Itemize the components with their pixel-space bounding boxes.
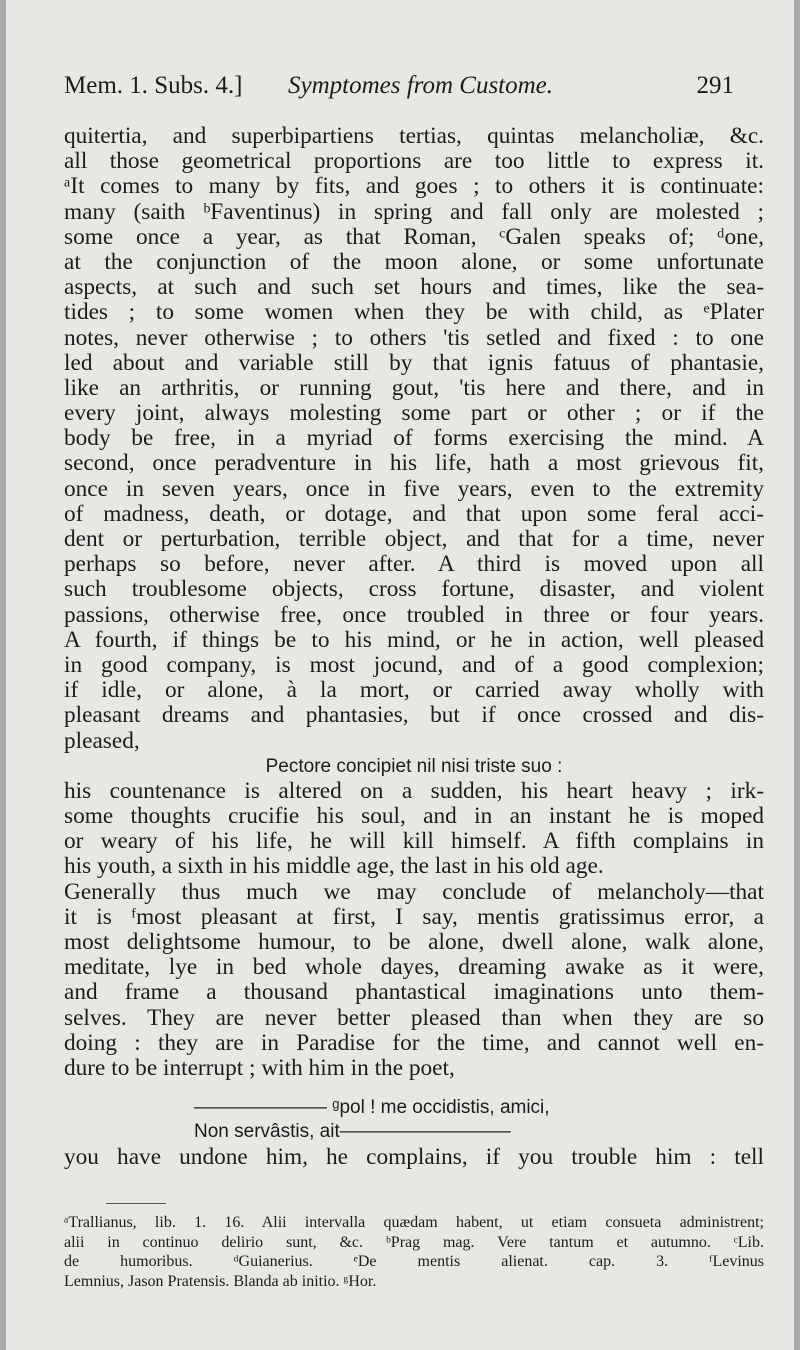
text-line: it is ᶠmost pleasant at first, I say, mentis gratissimus error, a <box>64 903 764 930</box>
footnote-divider <box>106 1203 166 1204</box>
text-line: A fourth, if things be to his mind, or he in action, well pleased <box>64 626 764 653</box>
text-line: you have undone him, he complains, if you trouble him : tell <box>64 1144 764 1171</box>
page-number: 291 <box>696 72 734 99</box>
text-line: in good company, is most jocund, and of a good complexion; <box>64 651 764 678</box>
text-line: body be free, in a myriad of forms exercising the mind. A <box>64 425 764 452</box>
text-line: of madness, death, or dotage, and that upon some feral acci- <box>64 500 764 527</box>
text-line: some once a year, as that Roman, ᶜGalen speaks of; ᵈone, <box>64 223 764 250</box>
page-title: Symptomes from Custome. <box>288 72 554 99</box>
verse-quotation <box>64 1081 764 1145</box>
text-line: his youth, a sixth in his middle age, the last in his old age. <box>64 853 604 880</box>
text-line: such troublesome objects, cross fortune, disaster, and violent <box>64 576 764 603</box>
text-line: and frame a thousand phantastical imaginations unto them- <box>64 979 764 1006</box>
book-page <box>6 0 794 1350</box>
text-line: led about and variable still by that ignis fatuus of phantasie, <box>64 349 764 376</box>
text-line: tides ; to some women when they be with child, as ᵉPlater <box>64 299 764 326</box>
text-line: every joint, always molesting some part or other ; or if the <box>64 400 764 427</box>
text-line: meditate, lye in bed whole dayes, dreaming awake as it were, <box>64 954 764 981</box>
verse-line: ——————— ᵍpol ! me occidistis, amici, <box>194 1097 550 1119</box>
text-line: dure to be interrupt ; with him in the poet, <box>64 1054 455 1081</box>
text-line: selves. They are never better pleased than when they are so <box>64 1004 764 1031</box>
text-line: some thoughts crucifie his soul, and in an instant he is moped <box>64 803 764 830</box>
footnote-line: ᵃTrallianus, lib. 1. 16. Alii intervalla quædam habent, ut etiam consueta administrent; <box>64 1214 764 1231</box>
text-line: pleased, <box>64 727 140 754</box>
running-head <box>64 72 734 102</box>
text-line: ᵃIt comes to many by fits, and goes ; to others it is continuate: <box>64 173 764 200</box>
latin-quotation: Pectore concipiet nil nisi triste suo : <box>265 755 563 777</box>
footnote-line: de humoribus. ᵈGuianerius. ᵉDe mentis alienat. cap. 3. ᶠLevinus <box>64 1253 764 1270</box>
text-line: most delightsome humour, to be alone, dwell alone, walk alone, <box>64 929 764 955</box>
text-line: many (saith ᵇFaventinus) in spring and fall only are molested ; <box>64 198 764 225</box>
text-line: quitertia, and superbipartiens tertias, quintas melancholiæ, &c. <box>64 123 764 149</box>
text-line: second, once peradventure in his life, hath a most grievous fit, <box>64 450 764 477</box>
text-line: all those geometrical proportions are too little to express it. <box>64 148 764 175</box>
text-line: perhaps so before, never after. A third is moved upon all <box>64 551 764 578</box>
text-line: pleasant dreams and phantasies, but if once crossed and dis- <box>64 702 764 729</box>
text-line: once in seven years, once in five years, even to the extremity <box>64 475 764 502</box>
text-line: passions, otherwise free, once troubled in three or four years. <box>64 601 764 628</box>
body-text <box>64 124 764 1170</box>
text-line: or weary of his life, he will kill himself. A fifth complains in <box>64 828 764 855</box>
text-line: at the conjunction of the moon alone, or some unfortunate <box>64 248 764 275</box>
section-reference: Mem. 1. Subs. 4.] <box>64 72 243 99</box>
verse-line: Non servâstis, ait————————— <box>194 1121 511 1143</box>
text-line: doing : they are in Paradise for the time, and cannot well en- <box>64 1029 764 1056</box>
text-line: dent or perturbation, terrible object, and that for a time, never <box>64 526 764 552</box>
text-line: if idle, or alone, à la mort, or carried away wholly with <box>64 677 764 704</box>
text-line: Generally thus much we may conclude of melancholy—that <box>64 878 764 905</box>
footnote-line: Lemnius, Jason Pratensis. Blanda ab initio. ᵍHor. <box>64 1272 377 1290</box>
text-line: notes, never otherwise ; to others 'tis setled and fixed : to one <box>64 324 764 351</box>
text-line: like an arthritis, or running gout, 'tis here and there, and in <box>64 374 764 401</box>
text-line: aspects, at such and such set hours and times, like the sea- <box>64 274 764 301</box>
footnotes <box>64 1213 764 1291</box>
footnote-line: alii in continuo delirio sunt, &c. ᵇPrag mag. Vere tantum et autumno. ᶜLib. <box>64 1233 764 1251</box>
text-line: his countenance is altered on a sudden, his heart heavy ; irk- <box>64 777 764 804</box>
